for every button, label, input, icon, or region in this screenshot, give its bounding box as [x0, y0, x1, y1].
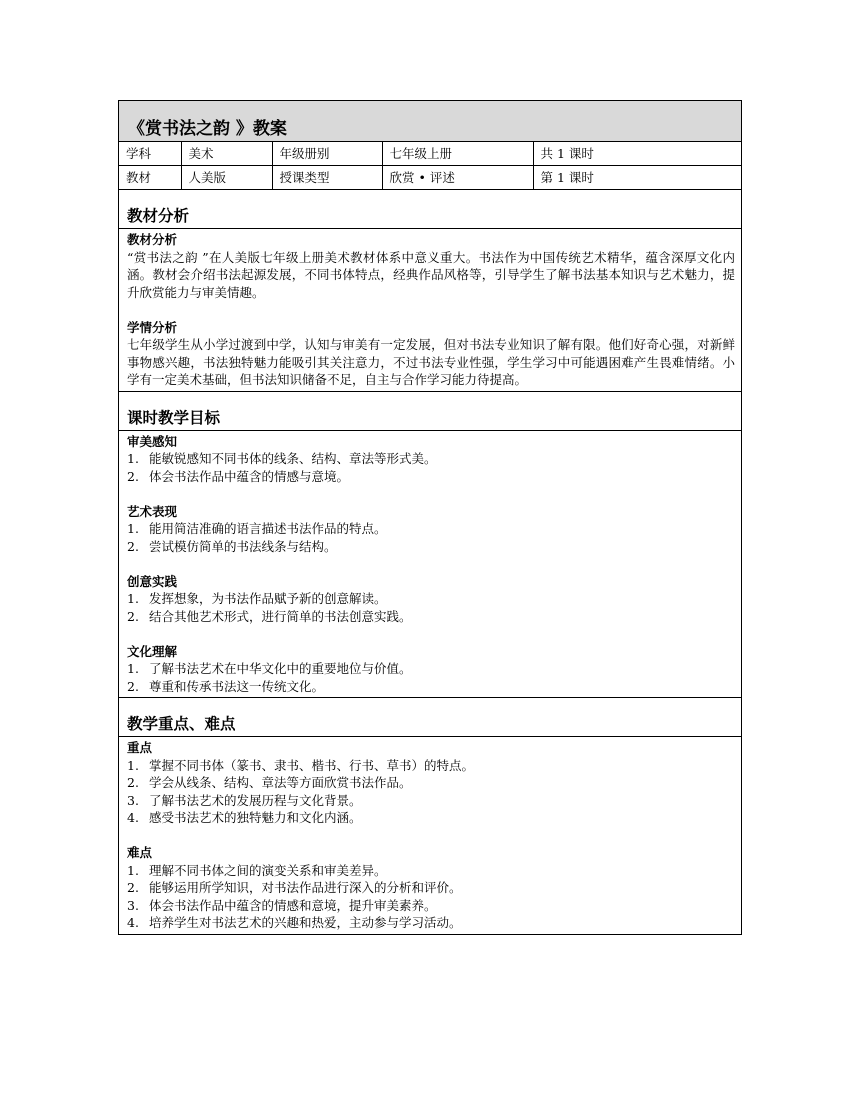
student-analysis-text: 七年级学生从小学过渡到中学，认知与审美有一定发展，但对书法专业知识了解有限。他们好奇心强，对新鲜事物感兴趣，书法独特魅力能吸引其关注意力，不过书法专业性强，学生学习中可能遇困难产生畏难情绪。小学有一定美术基础，但书法知识储备不足，自主与合作学习能力待提高。 — [127, 337, 735, 387]
goal-group-title: 文化理解 — [127, 643, 178, 659]
grade-label: 年级册别 — [272, 142, 382, 166]
list-item: 1. 掌握不同书体（篆书、隶书、楷书、行书、草书）的特点。 — [127, 757, 475, 773]
list-item: 1. 能用简洁准确的语言描述书法作品的特点。 — [127, 521, 387, 536]
list-item: 2. 能够运用所学知识，对书法作品进行深入的分析和评价。 — [127, 880, 462, 895]
grade-value: 七年级上册 — [382, 142, 533, 166]
course-info-row — [119, 166, 741, 190]
list-item: 1. 发挥想象，为书法作品赋予新的创意解读。 — [127, 591, 387, 606]
lesson-plan-sheet — [118, 100, 742, 935]
goal-group-title: 审美感知 — [127, 433, 178, 449]
list-item: 2. 尝试模仿简单的书法线条与结构。 — [127, 538, 337, 554]
course-info-table — [119, 142, 741, 190]
student-analysis-title: 学情分析 — [127, 319, 178, 335]
textbook-value: 人美版 — [181, 166, 272, 190]
list-item: 3. 了解书法艺术的发展历程与文化背景。 — [127, 792, 362, 808]
goals-heading: 课时教学目标 — [119, 392, 741, 431]
document-title: 《赏书法之韵 》教案 — [119, 101, 741, 142]
subject-label: 学科 — [119, 142, 181, 166]
keypoints-body — [119, 737, 741, 934]
lesson-type-label: 授课类型 — [272, 166, 382, 190]
textbook-analysis-title: 教材分析 — [127, 232, 178, 247]
list-item: 1. 能敏锐感知不同书体的线条、结构、章法等形式美。 — [127, 451, 437, 466]
keypoints-heading: 教学重点、难点 — [119, 698, 741, 737]
list-item: 4. 培养学生对书法艺术的兴趣和热爱，主动参与学习活动。 — [127, 915, 462, 930]
key-points-title: 重点 — [127, 740, 153, 755]
goals-body — [119, 431, 741, 699]
goal-group-title: 创意实践 — [127, 573, 178, 589]
list-item: 2. 体会书法作品中蕴含的情感与意境。 — [127, 468, 350, 484]
list-item: 2. 结合其他艺术形式，进行简单的书法创意实践。 — [127, 608, 412, 624]
current-hour: 第 1 课时 — [533, 166, 741, 190]
goal-group-title: 艺术表现 — [127, 503, 178, 519]
difficult-points-title: 难点 — [127, 845, 153, 860]
list-item: 2. 学会从线条、结构、章法等方面欣赏书法作品。 — [127, 775, 412, 790]
lesson-type-value: 欣赏 • 评述 — [382, 166, 533, 190]
analysis-heading: 教材分析 — [119, 190, 741, 229]
textbook-label: 教材 — [119, 166, 181, 190]
list-item: 3. 体会书法作品中蕴含的情感和意境，提升审美素养。 — [127, 897, 437, 913]
list-item: 4. 感受书法艺术的独特魅力和文化内涵。 — [127, 810, 362, 825]
textbook-analysis-text: “赏书法之韵 ”在人美版七年级上册美术教材体系中意义重大。书法作为中国传统艺术精华，蕴含深厚文化内涵。教材会介绍书法起源发展，不同书体特点，经典作品风格等，引导学生了解书法基本知识与艺术魅力，提升欣赏能力与审美情趣。 — [127, 249, 735, 300]
analysis-body — [119, 229, 741, 392]
list-item: 1. 理解不同书体之间的演变关系和审美差异。 — [127, 862, 387, 878]
total-hours: 共 1 课时 — [533, 142, 741, 166]
subject-value: 美术 — [181, 142, 272, 166]
list-item: 1. 了解书法艺术在中华文化中的重要地位与价值。 — [127, 661, 412, 676]
course-info-row — [119, 142, 741, 166]
list-item: 2. 尊重和传承书法这一传统文化。 — [127, 678, 325, 694]
